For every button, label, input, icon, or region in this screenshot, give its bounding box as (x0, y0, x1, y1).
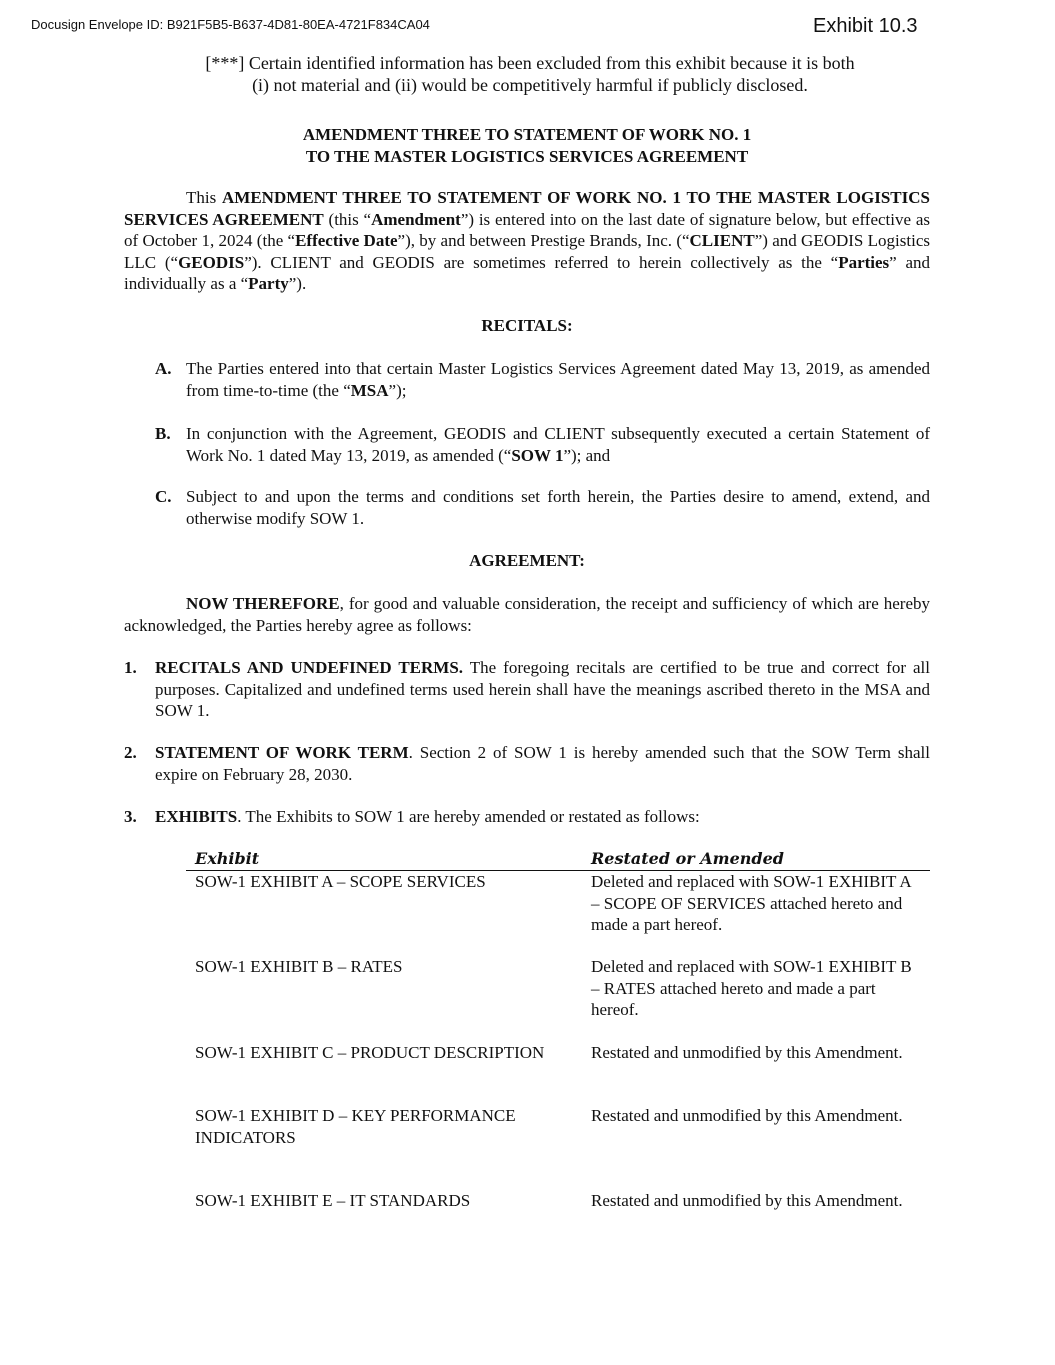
intro-term-parties: Parties (838, 252, 890, 272)
title-line-2: TO THE MASTER LOGISTICS SERVICES AGREEMENT (305, 147, 749, 166)
recital-c (155, 486, 930, 529)
table-header (186, 848, 930, 871)
recital-letter: B. (155, 424, 171, 443)
section-2 (124, 742, 930, 785)
exhibit-cell: SOW-1 EXHIBIT A – SCOPE SERVICES (195, 872, 486, 891)
section-number: 2. (124, 743, 137, 762)
section-number: 3. (124, 807, 137, 826)
recital-text: The Parties entered into that certain Master Logistics Services Agreement dated May 13, 2019, as amended from time-to-time (the “ (186, 359, 930, 400)
recital-text: In conjunction with the Agreement, GEODIS and CLIENT subsequently executed a certain Statement of Work No. 1 dated May 13, 2019, as amended (“ (186, 424, 930, 465)
redaction-line-2: (i) not material and (ii) would be competitively harmful if publicly disclosed. (252, 75, 808, 95)
recital-term: MSA (350, 380, 389, 400)
redaction-notice (150, 52, 910, 96)
redaction-line-1: [***] Certain identified information has been excluded from this exhibit because it is both (205, 53, 855, 73)
envelope-id: Docusign Envelope ID: B921F5B5-B637-4D81-80EA-4721F834CA04 (31, 17, 430, 32)
intro-text: ”) is entered into on the last date of signature below, but effective as of October 1, 2024 (the “ (124, 209, 930, 250)
intro-term-geodis: GEODIS (178, 252, 245, 272)
intro-text: (this “ (323, 209, 372, 229)
recital-text: ”); (388, 380, 407, 400)
intro-term-party: Party (248, 274, 289, 293)
exhibit-cell: SOW-1 EXHIBIT C – PRODUCT DESCRIPTION (195, 1043, 545, 1062)
status-cell: Restated and unmodified by this Amendment. (591, 1043, 903, 1062)
exhibits-table (186, 848, 930, 1210)
recital-a (155, 358, 930, 401)
intro-text: ”) and GEODIS Logistics LLC (“ (124, 231, 930, 272)
recital-text: Subject to and upon the terms and conditions set forth herein, the Parties desire to amend, extend, and otherwise modify SOW 1. (186, 487, 930, 528)
intro-amendment-title: AMENDMENT THREE TO STATEMENT OF WORK NO. 1 TO THE MASTER LOGISTICS SERVICES AGREEMENT (124, 188, 930, 229)
title-line-1: AMENDMENT THREE TO STATEMENT OF WORK NO. 1 (302, 125, 752, 144)
section-3 (124, 806, 930, 828)
section-title: STATEMENT OF WORK TERM (155, 743, 409, 762)
section-text: . Section 2 of SOW 1 is hereby amended such that the SOW Term shall expire on February 28, 2030. (155, 743, 930, 784)
now-therefore-bold: NOW THEREFORE (186, 594, 340, 613)
section-text: The foregoing recitals are certified to be true and correct for all purposes. Capitalized and undefined terms used herein shall have the meanings ascribed thereto in the MSA and SOW 1. (155, 658, 930, 720)
now-therefore-paragraph (124, 593, 930, 636)
exhibit-cell: SOW-1 EXHIBIT D – KEY PERFORMANCE INDICATORS (195, 1106, 516, 1147)
intro-text: ”). CLIENT and GEODIS are sometimes referred to herein collectively as the “ (244, 252, 839, 272)
intro-paragraph (124, 187, 930, 295)
exhibit-label: Exhibit 10.3 (813, 15, 918, 37)
section-title: RECITALS AND UNDEFINED TERMS. (155, 658, 464, 677)
column-header-status: Restated or Amended (591, 849, 784, 868)
column-header-exhibit: Exhibit (195, 849, 260, 868)
recital-b (155, 423, 930, 466)
section-text: . The Exhibits to SOW 1 are hereby amended or restated as follows: (237, 807, 700, 826)
intro-term-effective-date: Effective Date (295, 231, 398, 250)
status-cell: Deleted and replaced with SOW-1 EXHIBIT A – SCOPE OF SERVICES attached hereto and made a part hereof. (591, 872, 911, 934)
now-therefore-text: , for good and valuable consideration, the receipt and sufficiency of which are hereby acknowledged, the Parties hereby agree as follows: (124, 594, 930, 635)
intro-term-amendment: Amendment (371, 209, 461, 229)
intro-text: ”), by and between Prestige Brands, Inc. (“ (397, 231, 690, 250)
recital-term: SOW 1 (511, 445, 564, 465)
recital-letter: C. (155, 487, 172, 506)
status-cell: Deleted and replaced with SOW-1 EXHIBIT B – RATES attached hereto and made a part hereof. (591, 957, 912, 1019)
intro-term-client: CLIENT (689, 231, 755, 250)
intro-text: ” and individually as a “ (124, 252, 930, 293)
section-1 (124, 657, 930, 722)
document-title (124, 124, 930, 168)
exhibit-cell: SOW-1 EXHIBIT B – RATES (195, 957, 403, 976)
recital-letter: A. (155, 359, 172, 378)
recitals-heading: RECITALS: (481, 316, 573, 335)
recital-text: ”); and (563, 445, 611, 465)
status-cell: Restated and unmodified by this Amendment. (591, 1106, 903, 1125)
status-cell: Restated and unmodified by this Amendment. (591, 1191, 903, 1210)
section-number: 1. (124, 658, 137, 677)
exhibit-cell: SOW-1 EXHIBIT E – IT STANDARDS (195, 1191, 471, 1210)
section-title: EXHIBITS (155, 807, 238, 826)
agreement-heading: AGREEMENT: (469, 551, 585, 570)
intro-text: ”). (288, 274, 307, 293)
intro-text: This (186, 188, 222, 207)
